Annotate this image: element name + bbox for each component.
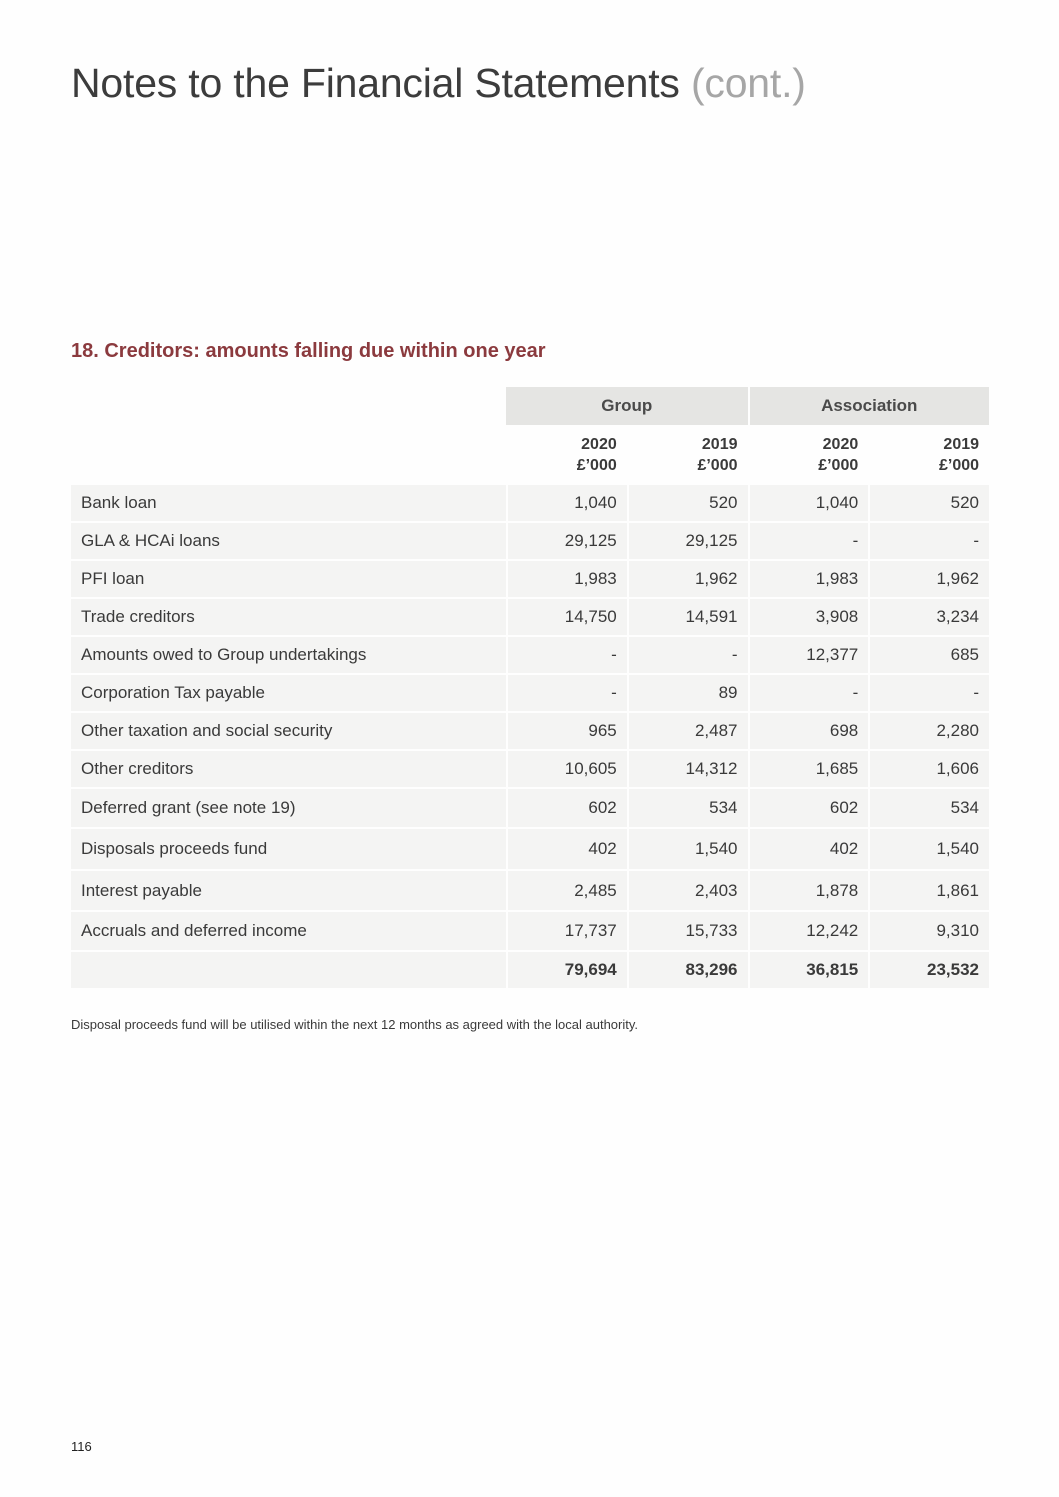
page-title (71, 60, 806, 107)
column-header (748, 425, 869, 485)
section-heading: 18. Creditors: amounts falling due within one year (71, 340, 546, 362)
cell-value: 2,485 (506, 871, 627, 912)
row-label: Deferred grant (see note 19) (71, 789, 506, 829)
cell-value: 1,040 (506, 485, 627, 523)
cell-value: 17,737 (506, 912, 627, 952)
cell-value: 29,125 (627, 523, 748, 561)
column-year: 2019 (943, 436, 980, 453)
group-header-group: Group (506, 387, 748, 425)
cell-value: 1,983 (748, 561, 869, 599)
cell-value: 1,878 (748, 871, 869, 912)
cell-value: 402 (506, 829, 627, 871)
cell-value: 1,685 (748, 751, 869, 789)
cell-value: - (627, 637, 748, 675)
total-value: 36,815 (748, 952, 869, 988)
total-value: 79,694 (506, 952, 627, 988)
cell-value: 89 (627, 675, 748, 713)
cell-value: 2,403 (627, 871, 748, 912)
cell-value: 14,591 (627, 599, 748, 637)
group-header-blank (71, 387, 506, 425)
column-unit: £’000 (576, 457, 617, 474)
group-header-association: Association (748, 387, 990, 425)
footnote: Disposal proceeds fund will be utilised within the next 12 months as agreed with the local authority. (71, 1017, 639, 1032)
column-unit: £’000 (697, 457, 738, 474)
page-number: 116 (71, 1439, 92, 1454)
cell-value: 3,234 (868, 599, 989, 637)
creditors-table (71, 387, 989, 988)
table-row (71, 912, 989, 952)
totals-row (71, 952, 989, 988)
cell-value: 1,540 (868, 829, 989, 871)
row-label: GLA & HCAi loans (71, 523, 506, 561)
column-year: 2019 (701, 436, 738, 453)
row-label: Other taxation and social security (71, 713, 506, 751)
cell-value: 1,962 (868, 561, 989, 599)
row-label: Corporation Tax payable (71, 675, 506, 713)
year-header-row (71, 425, 989, 485)
cell-value: 402 (748, 829, 869, 871)
row-label: Interest payable (71, 871, 506, 912)
row-label: Other creditors (71, 751, 506, 789)
row-label: Trade creditors (71, 599, 506, 637)
cell-value: 12,242 (748, 912, 869, 952)
cell-value: 3,908 (748, 599, 869, 637)
cell-value: 15,733 (627, 912, 748, 952)
column-unit: £’000 (818, 457, 859, 474)
table-row (71, 675, 989, 713)
cell-value: 9,310 (868, 912, 989, 952)
page-title-suffix: (cont.) (690, 60, 806, 106)
cell-value: 965 (506, 713, 627, 751)
cell-value: - (868, 523, 989, 561)
cell-value: 534 (627, 789, 748, 829)
row-label: Accruals and deferred income (71, 912, 506, 952)
column-year: 2020 (581, 436, 617, 453)
cell-value: 1,606 (868, 751, 989, 789)
column-unit: £’000 (938, 457, 980, 474)
table-row (71, 713, 989, 751)
cell-value: 698 (748, 713, 869, 751)
cell-value: 602 (748, 789, 869, 829)
cell-value: 2,280 (868, 713, 989, 751)
column-header (627, 425, 748, 485)
total-value: 23,532 (868, 952, 989, 988)
cell-value: - (748, 523, 869, 561)
cell-value: 2,487 (627, 713, 748, 751)
cell-value: - (506, 637, 627, 675)
table-row (71, 599, 989, 637)
cell-value: 1,962 (627, 561, 748, 599)
row-label: Amounts owed to Group undertakings (71, 637, 506, 675)
creditors-table-container (71, 387, 989, 988)
cell-value: 602 (506, 789, 627, 829)
table-body (71, 485, 989, 988)
cell-value: 520 (868, 485, 989, 523)
cell-value: 12,377 (748, 637, 869, 675)
cell-value: 29,125 (506, 523, 627, 561)
column-year: 2020 (822, 436, 859, 453)
cell-value: 14,750 (506, 599, 627, 637)
row-label: Bank loan (71, 485, 506, 523)
cell-value: 1,983 (506, 561, 627, 599)
total-value: 83,296 (627, 952, 748, 988)
cell-value: 1,861 (868, 871, 989, 912)
column-header (868, 425, 989, 485)
row-label: Disposals proceeds fund (71, 829, 506, 871)
column-header (506, 425, 627, 485)
cell-value: - (506, 675, 627, 713)
row-label: PFI loan (71, 561, 506, 599)
table-row (71, 523, 989, 561)
table-row (71, 637, 989, 675)
totals-label-blank (71, 952, 506, 988)
cell-value: 1,040 (748, 485, 869, 523)
cell-value: - (868, 675, 989, 713)
table-row (71, 829, 989, 871)
cell-value: 534 (868, 789, 989, 829)
table-row (71, 561, 989, 599)
group-header-row (71, 387, 989, 425)
year-header-blank (71, 425, 506, 485)
cell-value: 520 (627, 485, 748, 523)
cell-value: - (748, 675, 869, 713)
page-title-main: Notes to the Financial Statements (71, 60, 680, 106)
table-row (71, 485, 989, 523)
table-row (71, 789, 989, 829)
cell-value: 1,540 (627, 829, 748, 871)
table-row (71, 751, 989, 789)
table-row (71, 871, 989, 912)
cell-value: 10,605 (506, 751, 627, 789)
cell-value: 14,312 (627, 751, 748, 789)
cell-value: 685 (868, 637, 989, 675)
